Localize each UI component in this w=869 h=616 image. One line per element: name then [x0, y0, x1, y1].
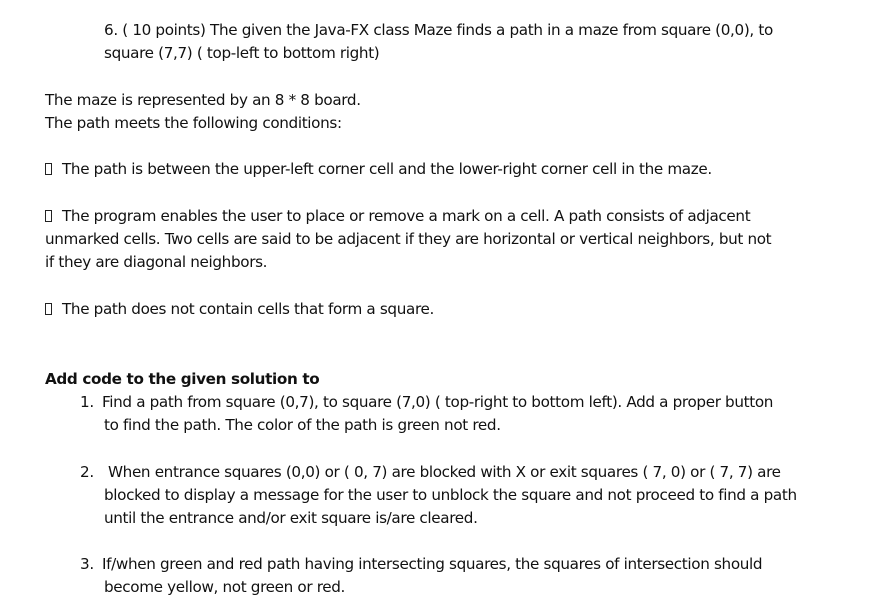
condition-2-line-1 [45, 205, 750, 227]
condition-2-line-3: if they are diagonal neighbors. [45, 253, 268, 271]
question-line-2: square (7,7) ( top-left to bottom right) [104, 44, 380, 62]
square-bullet-icon [45, 210, 52, 222]
square-bullet-icon [45, 163, 52, 175]
task-item-1-line-1 [80, 391, 773, 413]
task-item-3-text-1: If/when green and red path having intersecting squares, the squares of intersection should [102, 555, 763, 573]
task-item-3-line-1 [80, 553, 762, 575]
condition-2-text-1: The program enables the user to place or remove a mark on a cell. A path consists of adjacent [62, 207, 751, 225]
intro-line-2: The path meets the following conditions: [45, 114, 342, 132]
question-line-1: 6. ( 10 points) The given the Java-FX class Maze finds a path in a maze from square (0,0), to [104, 21, 773, 39]
task-item-1-line-2: to find the path. The color of the path is green not red. [104, 416, 501, 434]
task-item-1-number: 1. [80, 393, 94, 411]
task-item-2-line-1 [80, 461, 781, 483]
task-item-1-text-1: Find a path from square (0,7), to square (7,0) ( top-right to bottom left). Add a proper button [102, 393, 774, 411]
square-bullet-icon [45, 303, 52, 315]
intro-line-1: The maze is represented by an 8 * 8 board. [45, 91, 361, 109]
task-item-3-number: 3. [80, 555, 94, 573]
task-item-2-text-1: When entrance squares (0,0) or ( 0, 7) are blocked with X or exit squares ( 7, 0) or ( 7, 7) are [108, 463, 781, 481]
task-item-3-line-2: become yellow, not green or red. [104, 578, 346, 596]
task-item-2-line-3: until the entrance and/or exit square is/are cleared. [104, 509, 478, 527]
condition-1 [45, 158, 712, 180]
task-heading: Add code to the given solution to [45, 370, 320, 388]
task-item-2-line-2: blocked to display a message for the user to unblock the square and not proceed to find a path [104, 486, 797, 504]
condition-1-text: The path is between the upper-left corner cell and the lower-right corner cell in the maze. [62, 160, 712, 178]
task-item-2-number: 2. [80, 463, 94, 481]
condition-3 [45, 298, 434, 320]
condition-3-text: The path does not contain cells that form a square. [62, 300, 434, 318]
condition-2-line-2: unmarked cells. Two cells are said to be adjacent if they are horizontal or vertical neighbors, but not [45, 230, 772, 248]
